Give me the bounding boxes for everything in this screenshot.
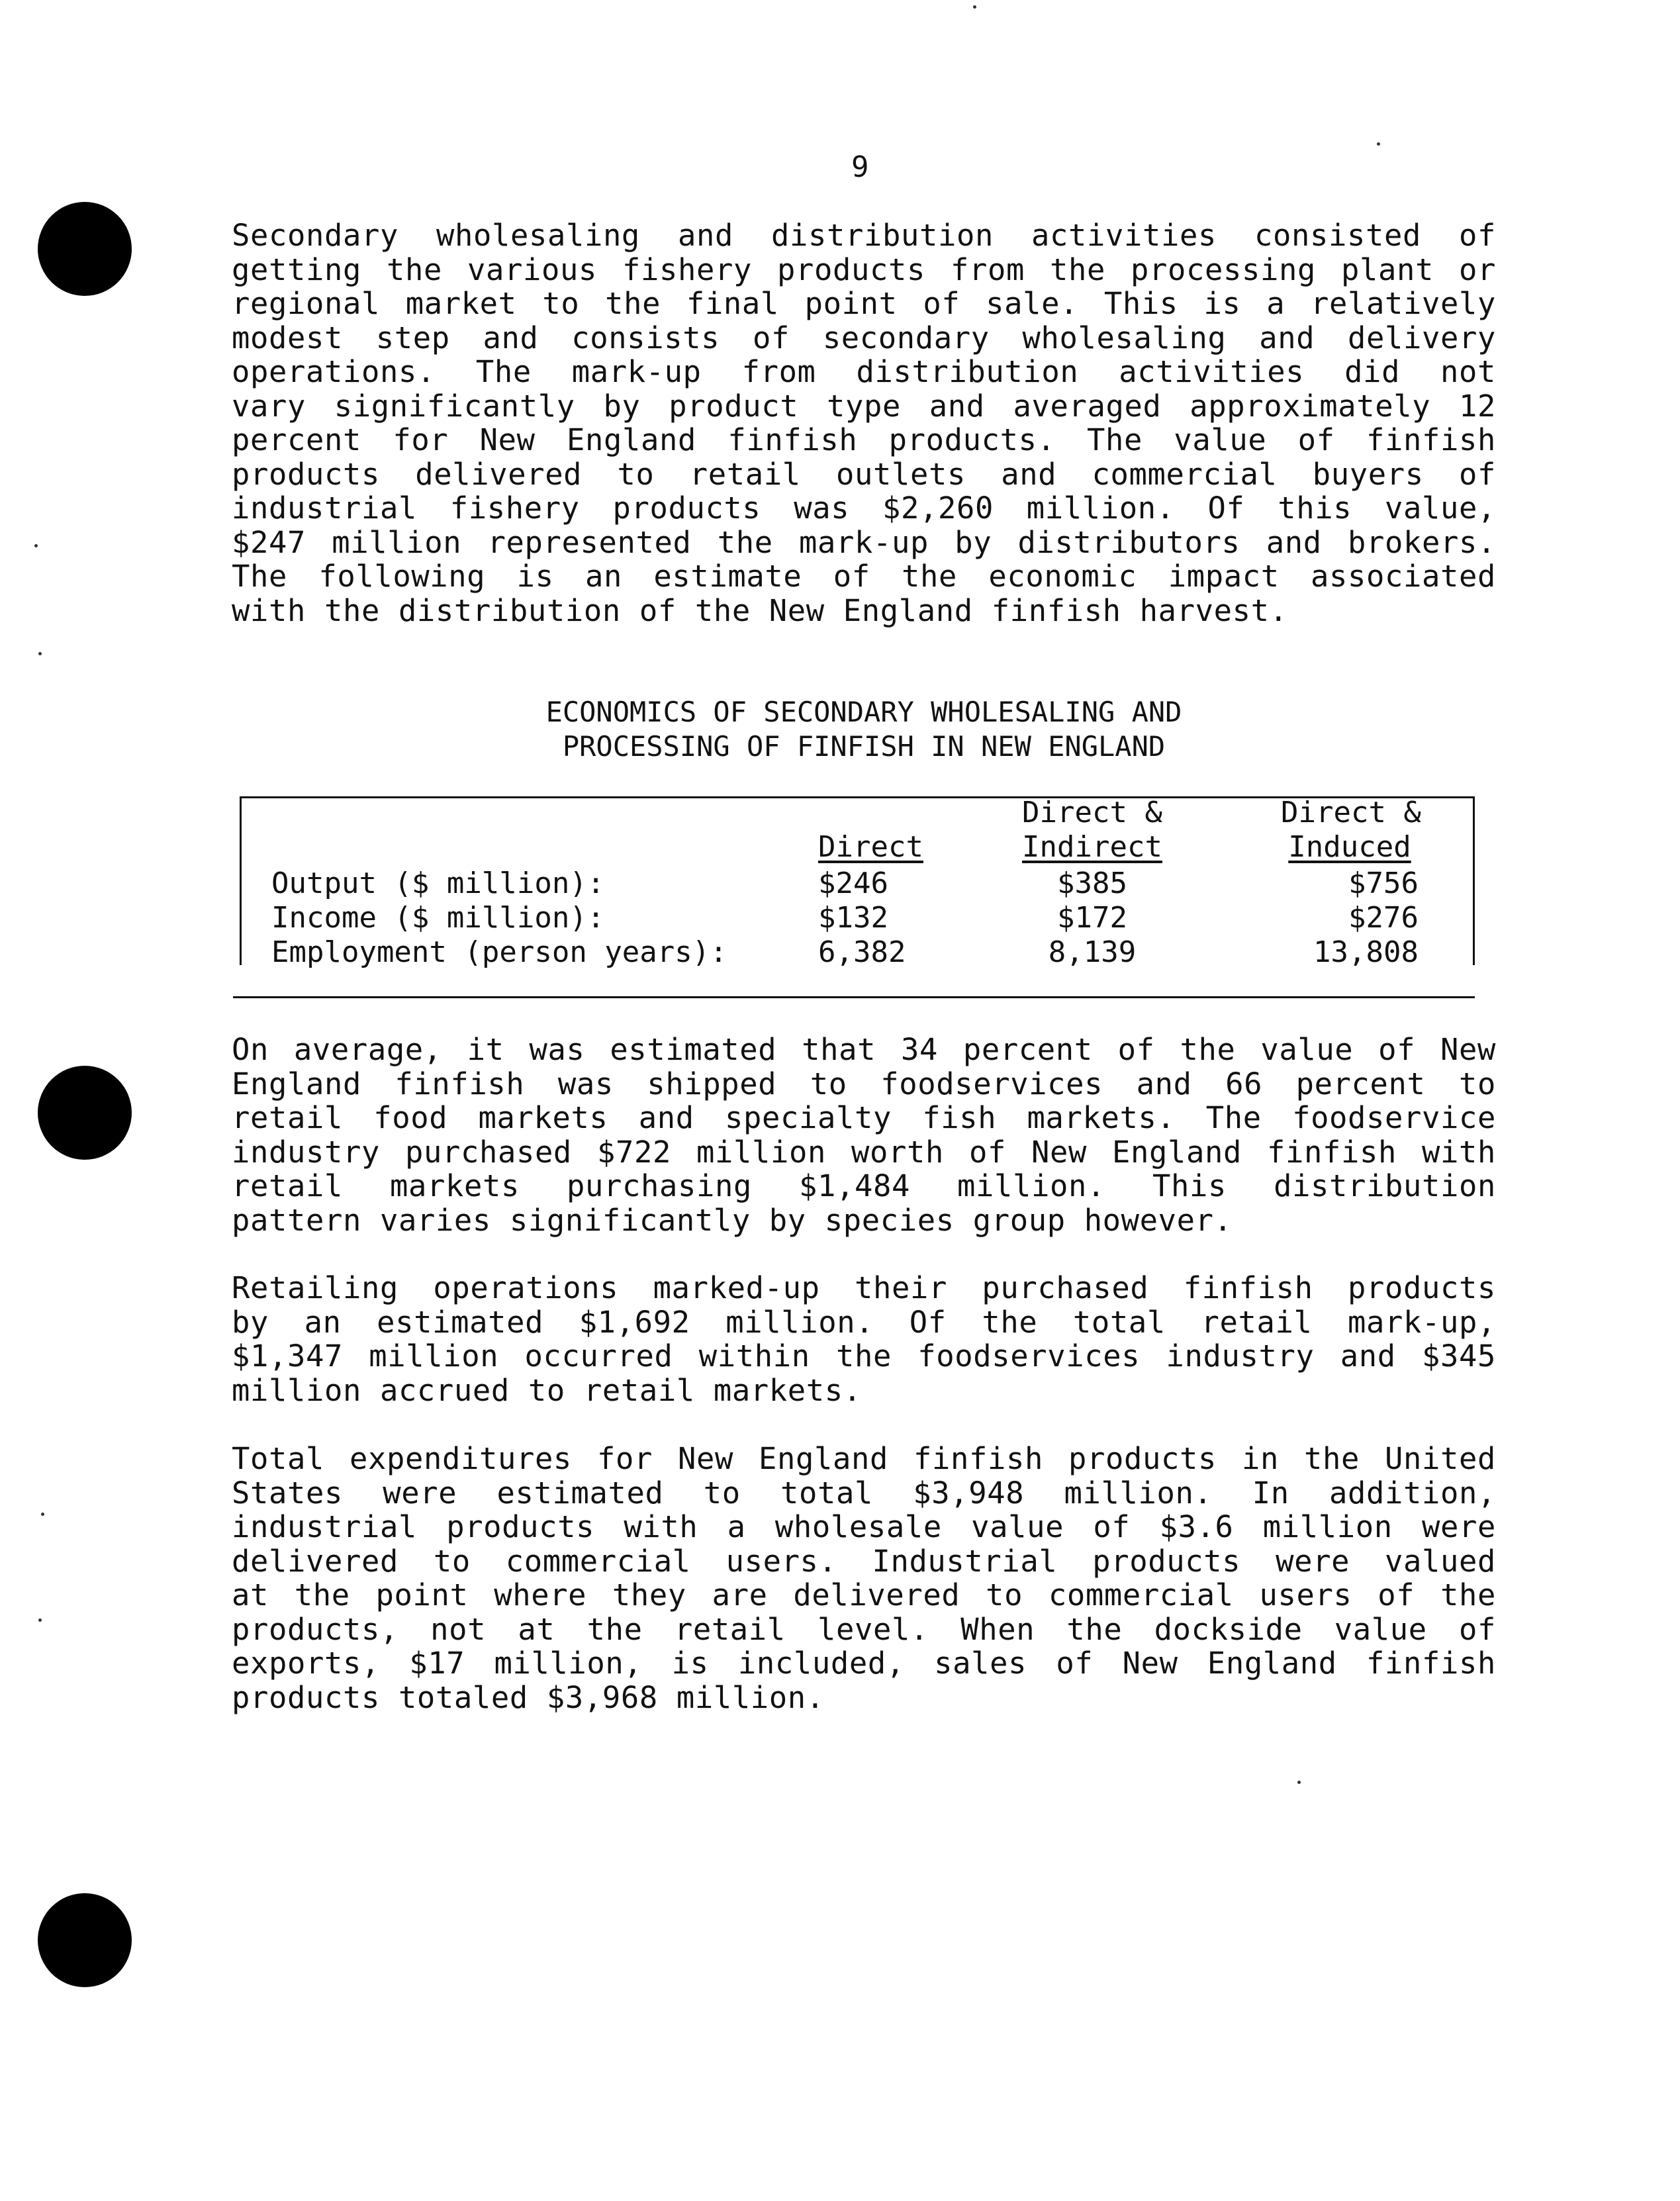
text-line: operations. The mark-up from distribution activities did not	[232, 354, 1496, 389]
text-line: delivered to commercial users. Industrial products were valued	[232, 1543, 1496, 1579]
text-line: retail food markets and specialty fish markets. The foodservice	[232, 1100, 1496, 1135]
text-line: States were estimated to total $3,948 million. In addition,	[232, 1475, 1496, 1511]
table-bottom-rule	[233, 996, 1475, 998]
cell-income-direct: $132	[818, 901, 888, 935]
cell-output-indirect: $385	[1057, 866, 1127, 900]
paragraph-total-expenditures	[232, 1442, 1496, 1714]
scan-speck	[38, 1618, 42, 1622]
header-direct-indirect-bottom: Indirect	[1022, 830, 1162, 864]
text-line: products delivered to retail outlets and commercial buyers of	[232, 456, 1496, 492]
text-line: England finfish was shipped to foodservices and 66 percent to	[232, 1066, 1496, 1101]
text-line: products, not at the retail level. When the dockside value of	[232, 1611, 1496, 1647]
text-line: exports, $17 million, is included, sales of New England finfish	[232, 1646, 1496, 1681]
paragraph-secondary-wholesaling	[232, 218, 1496, 628]
row-label-employment: Employment (person years):	[271, 935, 727, 969]
cell-employment-indirect: 8,139	[1048, 935, 1137, 969]
cell-employment-direct: 6,382	[818, 935, 906, 969]
paragraph-retail-markup	[232, 1271, 1496, 1407]
binder-hole-bottom	[38, 1893, 132, 1987]
text-line: products totaled $3,968 million.	[232, 1679, 825, 1715]
text-line: million accrued to retail markets.	[232, 1372, 862, 1408]
row-label-output: Output ($ million):	[271, 866, 605, 900]
table-title-line: ECONOMICS OF SECONDARY WHOLESALING AND	[545, 696, 1182, 728]
scan-speck	[973, 5, 976, 9]
text-line: getting the various fishery products from the processing plant or	[232, 252, 1496, 287]
text-line: industrial products with a wholesale value of $3.6 million were	[232, 1509, 1496, 1544]
scan-speck	[34, 544, 38, 547]
cell-employment-induced: 13,808	[1313, 935, 1419, 969]
scan-speck	[38, 652, 42, 655]
scan-speck	[1377, 142, 1380, 146]
text-line: percent for New England finfish products. The value of finfish	[232, 422, 1496, 457]
header-direct-induced-bottom: Induced	[1288, 830, 1411, 864]
cell-output-induced: $756	[1348, 866, 1419, 900]
binder-hole-top	[38, 202, 132, 296]
text-line: regional market to the final point of sale. This is a relatively	[232, 286, 1496, 321]
text-line: $247 million represented the mark-up by distributors and brokers.	[232, 524, 1496, 560]
binder-hole-middle	[38, 1066, 132, 1160]
text-line: $1,347 million occurred within the foodservices industry and $345	[232, 1338, 1496, 1374]
text-line: On average, it was estimated that 34 percent of the value of New	[232, 1032, 1496, 1067]
text-line: retail markets purchasing $1,484 million. This distribution	[232, 1168, 1496, 1203]
text-line: Secondary wholesaling and distribution activities consisted of	[232, 218, 1496, 253]
text-line: pattern varies significantly by species group however.	[232, 1202, 1233, 1238]
text-line: with the distribution of the New England finfish harvest.	[232, 592, 1288, 628]
table-title	[232, 695, 1496, 764]
text-line: by an estimated $1,692 million. Of the total retail mark-up,	[232, 1304, 1496, 1340]
row-label-income: Income ($ million):	[271, 901, 605, 935]
header-direct-indirect-top: Direct &	[1022, 796, 1162, 829]
text-line: industry purchased $722 million worth of New England finfish with	[232, 1134, 1496, 1170]
cell-output-direct: $246	[818, 866, 888, 900]
text-line: Total expenditures for New England finfish products in the United	[232, 1441, 1496, 1476]
page-number: 9	[851, 150, 869, 184]
text-line: industrial fishery products was $2,260 million. Of this value,	[232, 491, 1496, 526]
text-line: at the point where they are delivered to commercial users of the	[232, 1577, 1496, 1613]
paragraph-foodservice-share	[232, 1033, 1496, 1237]
text-line: vary significantly by product type and averaged approximately 12	[232, 388, 1496, 424]
header-direct: Direct	[818, 830, 923, 864]
table-title-line: PROCESSING OF FINFISH IN NEW ENGLAND	[562, 730, 1166, 763]
cell-income-indirect: $172	[1057, 901, 1127, 935]
scan-speck	[41, 1513, 44, 1516]
text-line: The following is an estimate of the economic impact associated	[232, 559, 1496, 594]
text-line: Retailing operations marked-up their purchased finfish products	[232, 1270, 1496, 1305]
scan-speck	[1297, 1781, 1301, 1784]
text-line: modest step and consists of secondary wholesaling and delivery	[232, 320, 1496, 355]
cell-income-induced: $276	[1348, 901, 1419, 935]
header-direct-induced-top: Direct &	[1281, 796, 1421, 829]
